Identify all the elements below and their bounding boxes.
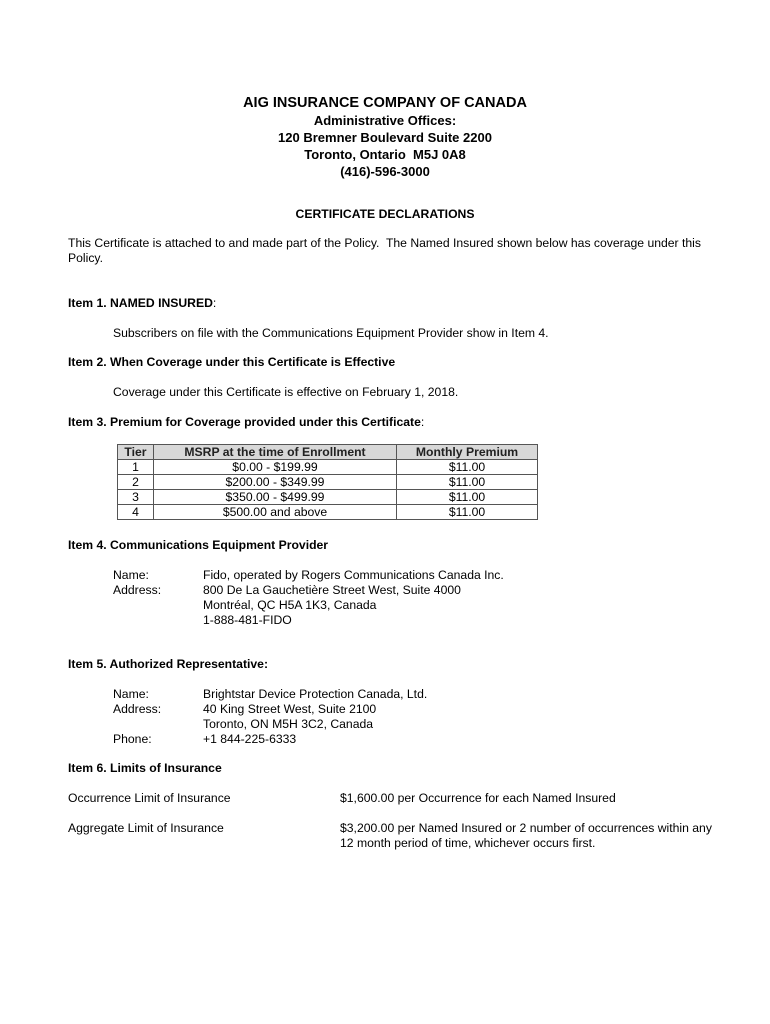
tier-cell: 4 [118, 505, 154, 520]
item1-heading [68, 296, 216, 311]
table-row [118, 475, 538, 490]
occurrence-limit-value: $1,600.00 per Occurrence for each Named Insured [340, 791, 616, 805]
premium-cell: $11.00 [397, 475, 538, 490]
tier-cell: 3 [118, 490, 154, 505]
item4-address-label: Address: [113, 583, 162, 597]
item5-address-label: Address: [113, 702, 162, 716]
occurrence-limit-label: Occurrence Limit of Insurance [68, 791, 231, 805]
item5-phone-value: +1 844-225-6333 [203, 732, 297, 746]
tier-cell: 2 [118, 475, 154, 490]
table-row [118, 505, 538, 520]
item1-text: Subscribers on file with the Communications Equipment Provider show in Item 4. [113, 326, 549, 340]
header-msrp: MSRP at the time of Enrollment [154, 445, 397, 460]
tier-cell: 1 [118, 460, 154, 475]
item4-name-value: Fido, operated by Rogers Communications Canada Inc. [203, 568, 504, 582]
item4-heading: Item 4. Communications Equipment Provider [68, 538, 329, 552]
item6-heading: Item 6. Limits of Insurance [68, 761, 222, 775]
item1-heading-bold: Item 1. NAMED INSURED [68, 296, 213, 310]
item4-address-line-2: Montréal, QC H5A 1K3, Canada [203, 598, 377, 612]
company-name: AIG INSURANCE COMPANY OF CANADA [243, 95, 527, 111]
item5-name-label: Name: [113, 687, 149, 701]
address-line-2: Toronto, Ontario M5J 0A8 [304, 147, 466, 162]
item5-heading: Item 5. Authorized Representative: [68, 657, 269, 671]
premium-table [117, 444, 538, 520]
header-tier: Tier [118, 445, 154, 460]
intro-paragraph: This Certificate is attached to and made part of the Policy. The Named Insured shown below has coverage under this Policy. [68, 236, 705, 265]
company-phone: (416)-596-3000 [340, 164, 430, 179]
item2-heading: Item 2. When Coverage under this Certificate is Effective [68, 355, 396, 369]
aggregate-limit-value: $3,200.00 per Named Insured or 2 number of occurrences within any 12 month period of time, whichever occurs first. [340, 821, 712, 850]
aggregate-limit-label: Aggregate Limit of Insurance [68, 821, 224, 835]
msrp-cell: $0.00 - $199.99 [154, 460, 397, 475]
premium-table-header-row [118, 445, 538, 460]
header-monthly-premium: Monthly Premium [397, 445, 538, 460]
address-line-1: 120 Bremner Boulevard Suite 2200 [278, 130, 492, 145]
table-row [118, 490, 538, 505]
table-row [118, 460, 538, 475]
premium-cell: $11.00 [397, 505, 538, 520]
msrp-cell: $200.00 - $349.99 [154, 475, 397, 490]
item5-address-line-2: Toronto, ON M5H 3C2, Canada [203, 717, 374, 731]
premium-cell: $11.00 [397, 460, 538, 475]
item3-heading [68, 415, 424, 430]
item3-heading-bold: Item 3. Premium for Coverage provided under this Certificate [68, 415, 421, 429]
item4-name-label: Name: [113, 568, 149, 582]
item4-address-line-1: 800 De La Gauchetière Street West, Suite 4000 [203, 583, 461, 597]
item3-heading-suffix: : [420, 415, 425, 429]
item5-name-value: Brightstar Device Protection Canada, Ltd. [203, 687, 428, 701]
item1-heading-suffix: : [212, 296, 217, 310]
letterhead [0, 94, 770, 180]
premium-cell: $11.00 [397, 490, 538, 505]
item5-address-line-1: 40 King Street West, Suite 2100 [203, 702, 377, 716]
declarations-title: CERTIFICATE DECLARATIONS [295, 207, 475, 221]
item5-phone-label: Phone: [113, 732, 152, 746]
item2-text: Coverage under this Certificate is effective on February 1, 2018. [113, 385, 459, 399]
offices-label: Administrative Offices: [313, 113, 457, 128]
msrp-cell: $350.00 - $499.99 [154, 490, 397, 505]
msrp-cell: $500.00 and above [154, 505, 397, 520]
item4-address-line-3: 1-888-481-FIDO [203, 613, 292, 627]
